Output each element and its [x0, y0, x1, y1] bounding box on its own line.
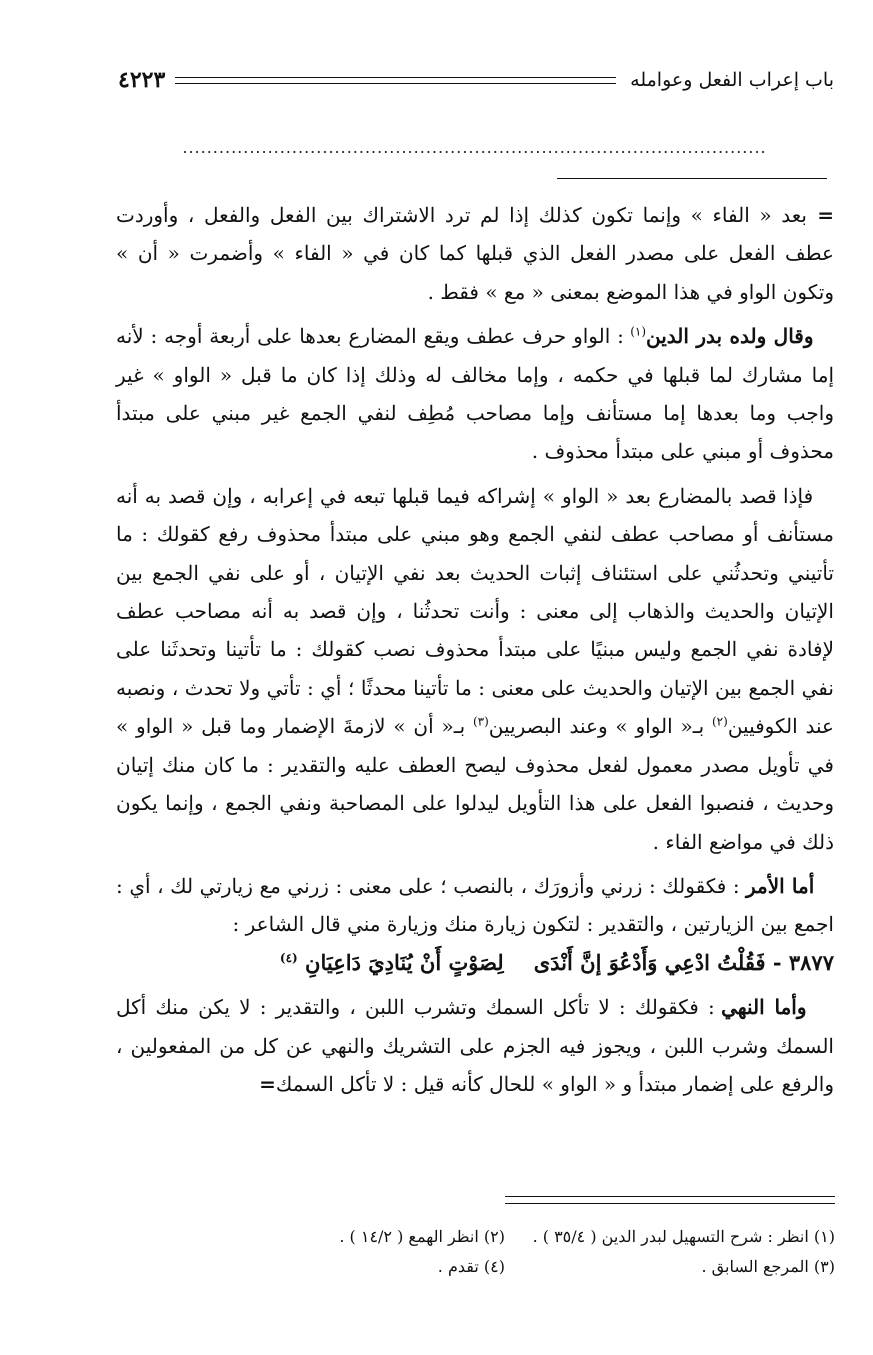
paragraph-2-lead: وقال ولده بدر الدين — [646, 324, 814, 349]
verse-hemistich-1: فَقُلْتُ ادْعِي وَأَدْعُوَ إنَّ أَنْدَى — [533, 949, 766, 975]
footnote-ref-1: (١) — [630, 324, 647, 339]
continuation-mark: = — [807, 203, 834, 227]
paragraph-1 — [116, 196, 834, 311]
footnote-2: (٢) انظر الهمع ( ١٤/٢ ) . — [339, 1227, 505, 1246]
footnotes — [240, 1222, 835, 1282]
running-title: باب إعراب الفعل وعوامله — [630, 69, 834, 91]
footnote-3: (٣) المرجع السابق . — [701, 1257, 835, 1276]
continuation-mark-end: = — [259, 1071, 276, 1096]
paragraph-3-text-a: فإذا قصد بالمضارع بعد « الواو » إشراكه فيما قبلها تبعه في إعرابه ، وإن قصد به أنه مستأنف أو مصاحب عطف لنفي الجمع وهو مبني على مبتدأ محذوف رفع كقولك : ما تأتيني وتحدثُني على استئناف إثبات الحديث بعد نفي الإتيان ، أو على نفي الجمع بين الإتيان والحديث والذهاب إلى معنى : وأنت تحدثُنا ، وإن قصد به أنه مصاحب عطف لإفادة نفي الجمع وليس مبنيًا على مبتدأ محذوف نصب كقولك : ما تأتينا وتحدثَنا على نفي الجمع بين الإتيان والحديث على معنى : ما تأتينا محدثًا ؛ أي : تأتي ولا تحدث ، ونصبه عند الكوفيين — [116, 483, 834, 739]
footnote-1: (١) انظر : شرح التسهيل لبدر الدين ( ٣٥/٤ ) . — [532, 1227, 835, 1246]
paragraph-1-text: بعد « الفاء » وإنما تكون كذلك إذا لم ترد الاشتراك بين الفعل والفعل ، وأوردت عطف الفعل على مصدر الفعل الذي قبلها كما كان في « الفاء » وأضمرت « أن » وتكون الواو في هذا الموضع بمعنى « مع » فقط . — [116, 203, 834, 304]
footnote-ref-3: (٣) — [472, 714, 489, 729]
running-header — [118, 60, 834, 100]
paragraph-4 — [116, 867, 834, 944]
footnote-ref-2: (٢) — [711, 714, 728, 729]
section-rule — [557, 178, 827, 179]
main-text — [116, 196, 834, 1103]
paragraph-5 — [116, 988, 834, 1103]
paragraph-3-text-b: بـ« الواو » وعند البصريين — [488, 714, 712, 739]
paragraph-5-lead: وأما النهي — [721, 995, 807, 1020]
verse-line — [116, 944, 834, 982]
paragraph-2 — [116, 317, 834, 471]
paragraph-4-lead: أما الأمر — [746, 873, 815, 898]
paragraph-3 — [116, 477, 834, 861]
footnote-row-2 — [240, 1252, 835, 1282]
page-number: ٤٢٢٣ — [118, 67, 166, 93]
header-rule — [175, 77, 616, 84]
footnote-4: (٤) تقدم . — [437, 1257, 505, 1276]
paragraph-5-text: : فكقولك : لا تأكل السمك وتشرب اللبن ، والتقدير : لا يكن منك أكل السمك وشرب اللبن ، ويجوز فيه الجزم على التشريك والنهي عن كل من المفعولين ، والرفع على إضمار مبتدأ و « الواو » للحال كأنه قيل : لا تأكل السمك — [116, 995, 834, 1096]
verse-hemistich-2: لِصَوْتٍ أَنْ يُنَادِيَ دَاعِيَانِ — [305, 949, 504, 975]
footnote-row-1 — [240, 1222, 835, 1252]
footnote-rule-thin — [505, 1203, 835, 1204]
footnote-ref-4: (٤) — [279, 950, 298, 965]
paragraph-4-text: : فكقولك : زرني وأزورَك ، بالنصب ؛ على معنى : زرني مع زيارتي لك ، أي : اجمع بين الزيارتين ، والتقدير : لتكون زيارة منك وزيارة مني قال الشاعر : — [116, 873, 834, 937]
paragraph-2-text: : الواو حرف عطف ويقع المضارع بعدها على أربعة أوجه : لأنه إما مشارك لما قبلها في حكمه ، وإما مخالف له وذلك إذا كان ما قبل « الواو » غير واجب وما بعدها إما مستأنف وإما مصاحب مُطِف لنفي الجمع غير مبني على مبتدأ محذوف أو مبني على مبتدأ محذوف . — [116, 324, 834, 464]
paragraph-3-text-c: بـ« أن » لازمةَ الإضمار وما قبل « الواو » في تأويل مصدر معمول لفعل محذوف ليصح العطف عليه والتقدير : ما كان منك إتيان وحديث ، فنصبوا الفعل على هذا التأويل ليدلوا على المصاحبة ونفي الجمع ، وإنما يكون ذلك في مواضع الفاء . — [116, 714, 834, 854]
dotted-separator: ................................................................................................ — [182, 138, 767, 157]
footnote-rule — [505, 1196, 835, 1197]
verse-number: ٣٨٧٧ - — [772, 949, 834, 975]
